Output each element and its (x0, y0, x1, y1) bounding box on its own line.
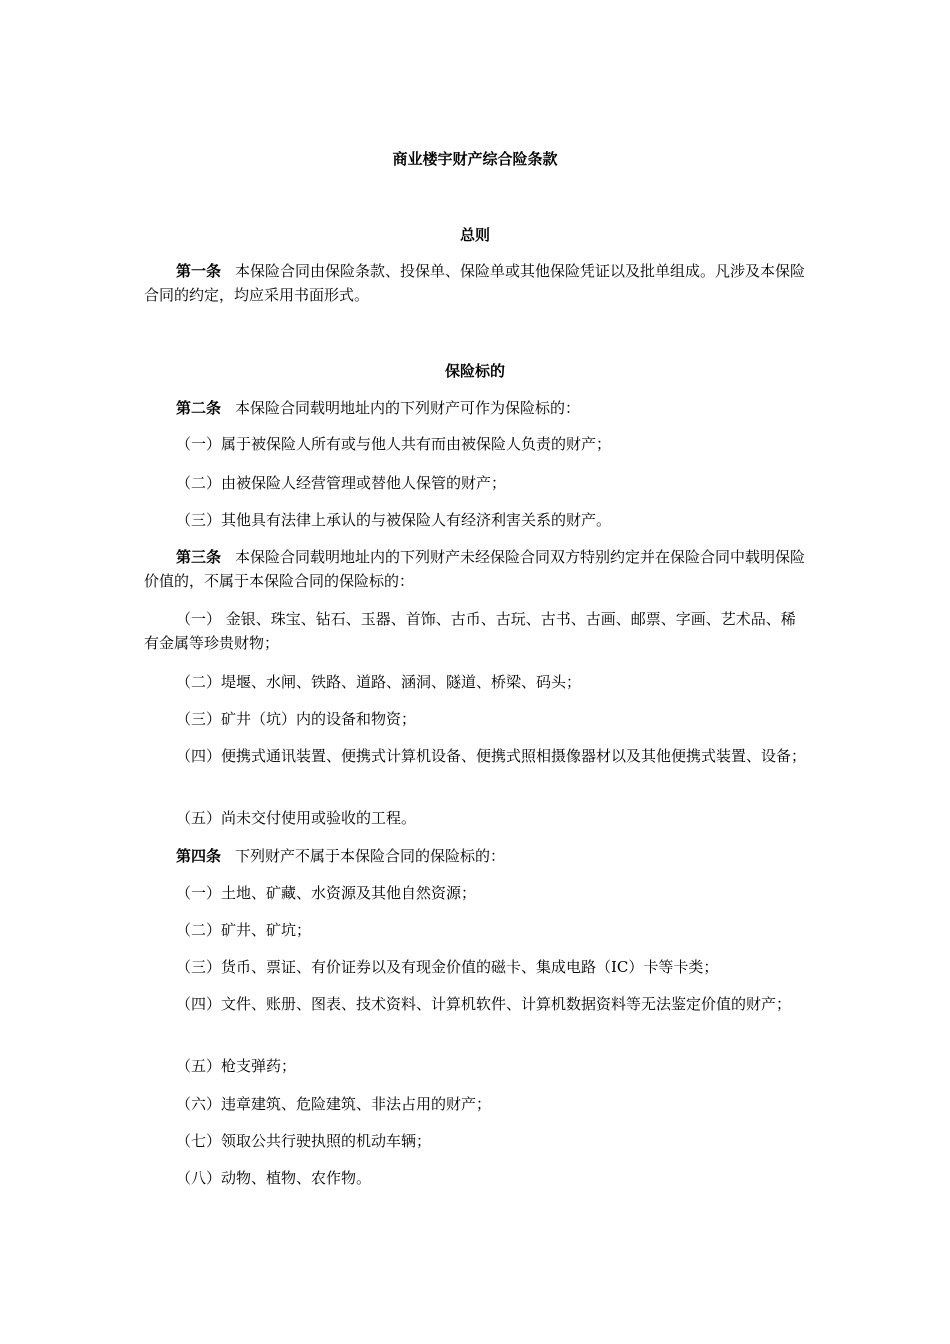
article-3-item-5: （五）尚未交付使用或验收的工程。 (176, 809, 417, 827)
article-2-item-3: （三）其他具有法律上承认的与被保险人有经济利害关系的财产。 (176, 511, 612, 529)
article-4-item-1: （一）土地、矿藏、水资源及其他自然资源； (176, 884, 477, 902)
article-1-label: 第一条 (176, 262, 222, 280)
article-4-item-8: （八）动物、植物、农作物。 (176, 1169, 372, 1187)
article-4-item-4: （四）文件、账册、图表、技术资料、计算机软件、计算机数据资料等无法鉴定价值的财产； (176, 995, 792, 1013)
article-3-text: 本保险合同载明地址内的下列财产未经保险合同双方特别约定并在保险合同中载明保险价值的，不属于本保险合同的保险标的： (144, 548, 806, 590)
article-4-item-6: （六）违章建筑、危险建筑、非法占用的财产； (176, 1095, 492, 1113)
article-3-label: 第三条 (176, 548, 222, 566)
article-1 (144, 259, 808, 307)
article-4-label: 第四条 (176, 847, 222, 865)
article-3-item-1: （一） 金银、珠宝、钻石、玉器、首饰、古币、古玩、古书、古画、邮票、字画、艺术品、稀有金属等珍贵财物； (144, 610, 796, 652)
article-2-item-2: （二）由被保险人经营管理或替他人保管的财产； (176, 474, 507, 492)
section-heading-subject: 保险标的 (444, 362, 505, 380)
article-4-text: 下列财产不属于本保险合同的保险标的： (235, 847, 506, 865)
article-3 (144, 545, 808, 593)
article-2-text: 本保险合同载明地址内的下列财产可作为保险标的： (235, 399, 581, 417)
article-2-label: 第二条 (176, 399, 222, 417)
article-3-item-2: （二）堤堰、水闸、铁路、道路、涵洞、隧道、桥梁、码头； (176, 673, 582, 691)
article-4-item-5: （五）枪支弹药； (176, 1057, 297, 1075)
article-2-item-1: （一）属于被保险人所有或与他人共有而由被保险人负责的财产； (176, 435, 612, 453)
article-4-item-3: （三）货币、票证、有价证券以及有现金价值的磁卡、集成电路（IC）卡等卡类； (176, 958, 719, 976)
article-2 (144, 396, 808, 420)
document-title: 商业楼宇财产综合险条款 (392, 150, 558, 168)
article-3-item-3: （三）矿井（坑）内的设备和物资； (176, 710, 417, 728)
article-3-item-4: （四）便携式通讯装置、便携式计算机设备、便携式照相摄像器材以及其他便携式装置、设备； (176, 747, 807, 765)
section-heading-general: 总则 (459, 226, 490, 244)
article-4-item-7: （七）领取公共行驶执照的机动车辆； (176, 1132, 432, 1150)
article-1-text: 本保险合同由保险条款、投保单、保险单或其他保险凭证以及批单组成。凡涉及本保险合同的约定，均应采用书面形式。 (144, 262, 806, 304)
article-4-item-2: （二）矿井、矿坑； (176, 921, 312, 939)
article-4 (144, 844, 808, 868)
